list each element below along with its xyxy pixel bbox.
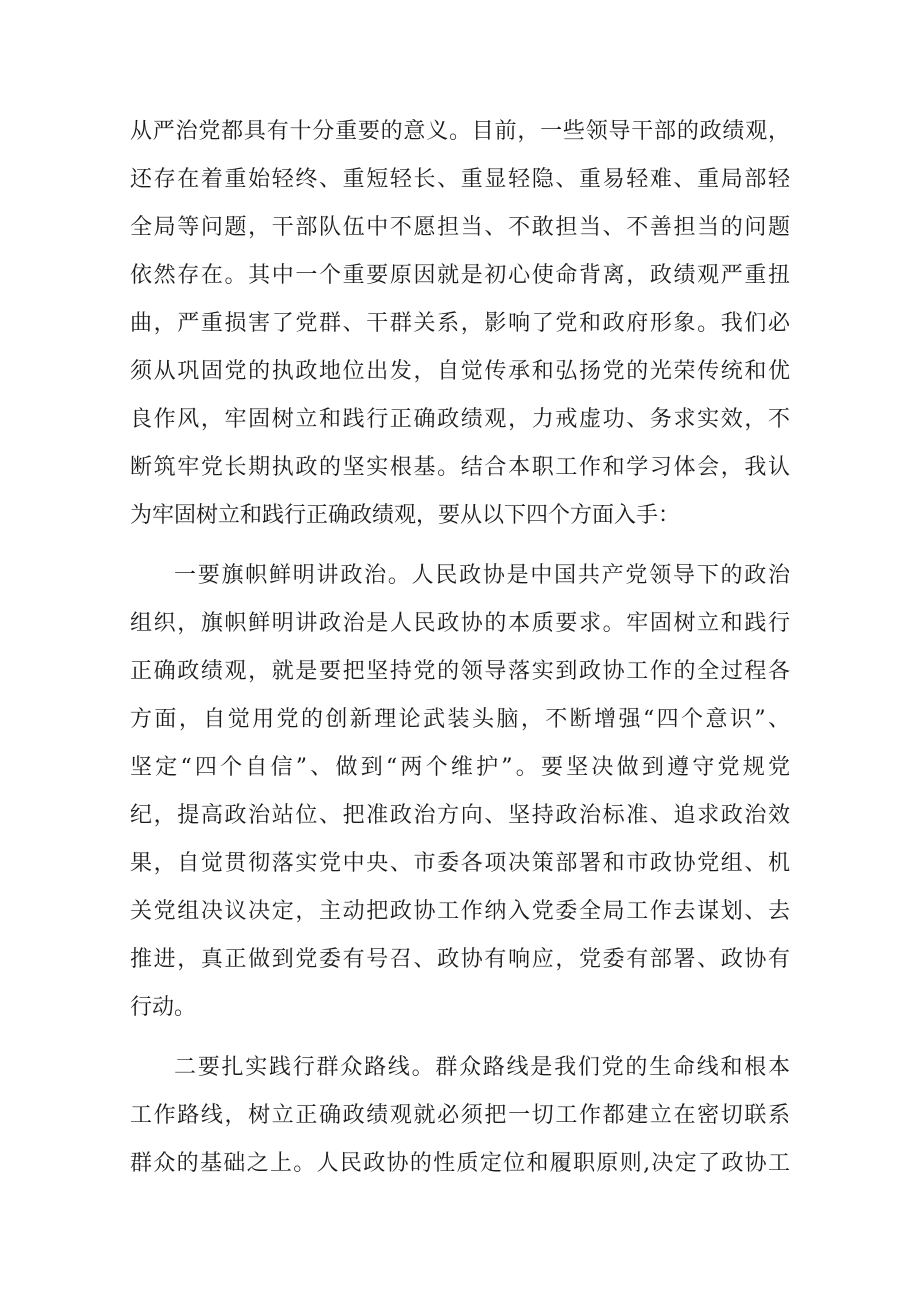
- text-line: 全局等问题，干部队伍中不愿担当、不敢担当、不善担当的问题: [130, 215, 790, 240]
- text-line: 一要旗帜鲜明讲政治。人民政协是中国共产党领导下的政治: [174, 563, 790, 588]
- text-line: 须从巩固党的执政地位出发，自觉传承和弘扬党的光荣传统和优: [130, 359, 790, 384]
- text-line: 推进，真正做到党委有号召、政协有响应，党委有部署、政协有: [130, 947, 790, 972]
- text-line: 组织，旗帜鲜明讲政治是人民政协的本质要求。牢固树立和践行: [130, 611, 790, 636]
- text-line: 断筑牢党长期执政的坚实根基。结合本职工作和学习体会，我认: [130, 455, 790, 480]
- paragraph-spacing: [130, 540, 790, 552]
- paragraph-mass-line: [130, 1044, 790, 1188]
- text-line: 依然存在。其中一个重要原因就是初心使命背离，政绩观严重扭: [130, 263, 790, 288]
- text-line: 工作路线，树立正确政绩观就必须把一切工作都建立在密切联系: [130, 1103, 790, 1128]
- paragraph-politics: [130, 552, 790, 1032]
- text-line: 曲，严重损害了党群、干群关系，影响了党和政府形象。我们必: [130, 311, 790, 336]
- text-line: 从严治党都具有十分重要的意义。目前，一些领导干部的政绩观，: [130, 119, 790, 144]
- document-body: [130, 108, 790, 1188]
- text-line: 二要扎实践行群众路线。群众路线是我们党的生命线和根本: [174, 1055, 790, 1080]
- text-line: 正确政绩观，就是要把坚持党的领导落实到政协工作的全过程各: [130, 659, 790, 684]
- text-line: 良作风，牢固树立和践行正确政绩观，力戒虚功、务求实效，不: [130, 407, 790, 432]
- text-line: 为牢固树立和践行正确政绩观，要从以下四个方面入手：: [130, 503, 681, 528]
- text-line: 群众的基础之上。人民政协的性质定位和履职原则,决定了政协工: [130, 1151, 790, 1176]
- text-line: 方面，自觉用党的创新理论武装头脑，不断增强“四个意识”、: [130, 707, 790, 732]
- text-line: 行动。: [130, 995, 197, 1020]
- paragraph-spacing: [130, 1032, 790, 1044]
- text-line: 纪，提高政治站位、把准政治方向、坚持政治标准、追求政治效: [130, 803, 790, 828]
- text-line: 果，自觉贯彻落实党中央、市委各项决策部署和市政协党组、机: [130, 851, 790, 876]
- text-line: 还存在着重始轻终、重短轻长、重显轻隐、重易轻难、重局部轻: [130, 167, 790, 192]
- text-line: 坚定“四个自信”、做到“两个维护”。要坚决做到遵守党规党: [130, 755, 790, 780]
- paragraph-intro: [130, 108, 790, 540]
- text-line: 关党组决议决定，主动把政协工作纳入党委全局工作去谋划、去: [130, 899, 790, 924]
